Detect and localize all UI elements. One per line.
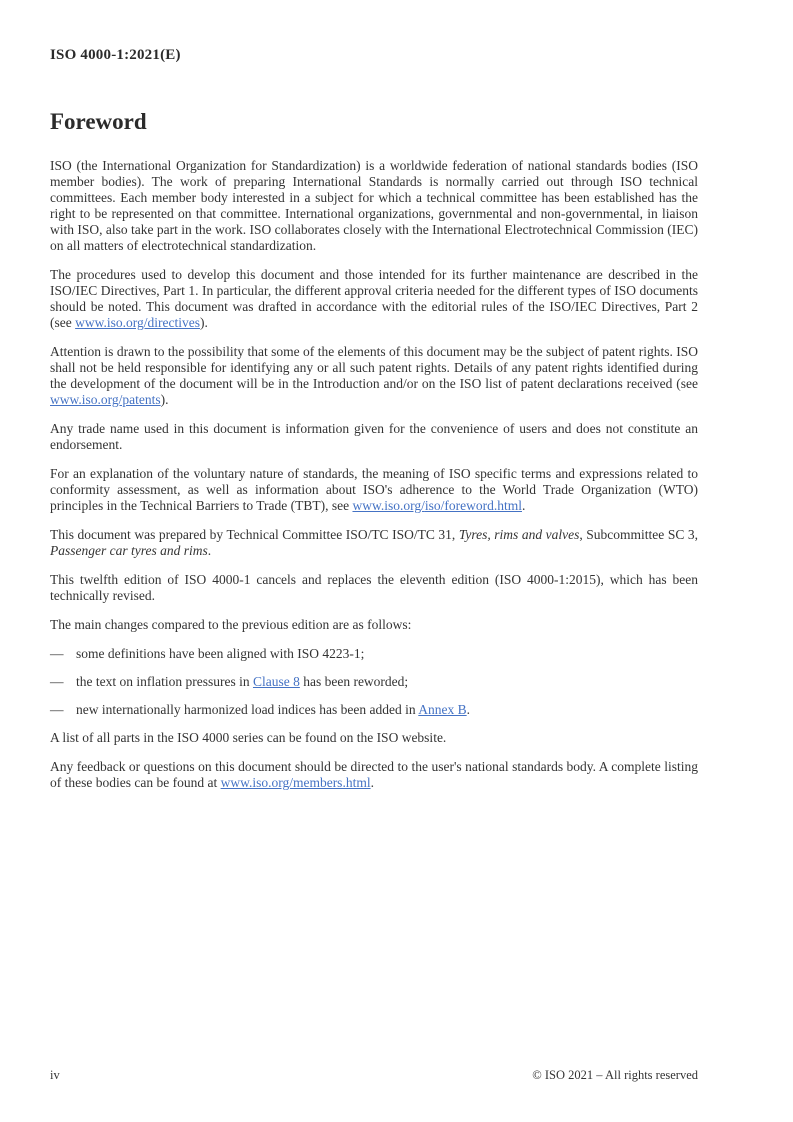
paragraph-text: For an explanation of the voluntary nature of standards, the meaning of ISO specific terms and expressions related to conformity assessment, as well as information about ISO's adherence to the World Trade Organization (WTO) principles in the Technical Barriers to Trade (TBT), see <box>50 466 698 513</box>
em-dash-bullet: — <box>50 646 64 661</box>
link-iso-members[interactable]: www.iso.org/members.html <box>220 775 371 790</box>
link-iso-patents[interactable]: www.iso.org/patents <box>50 392 161 407</box>
subcommittee-title-italic: Passenger car tyres and rims <box>50 543 208 558</box>
paragraph-text: ). <box>199 315 208 330</box>
paragraph-text: Attention is drawn to the possibility that some of the elements of this document may be the subject of patent rights. ISO shall not be held responsible for identifying any or all such patent rights. Details of any patent rights identified during the development of the document will be in the Introduction and/or on the ISO list of patent declarations received (see <box>50 344 698 391</box>
paragraph-technical-committee <box>50 527 698 559</box>
paragraph-wto-foreword <box>50 466 698 514</box>
paragraph-text: . <box>207 543 212 558</box>
paragraph-patent-rights <box>50 344 698 408</box>
paragraph-procedures <box>50 267 698 331</box>
paragraph-edition: This twelfth edition of ISO 4000-1 cancels and replaces the eleventh edition (ISO 4000-1:2015), which has been technically revised. <box>50 572 698 603</box>
list-item <box>50 646 698 662</box>
paragraph-text: The procedures used to develop this document and those intended for its further maintenance are described in the ISO/IEC Directives, Part 1. In particular, the different approval criteria needed for the different types of ISO documents should be noted. This document was drafted in accordance with the editorial rules of the ISO/IEC Directives, Part 2 (see <box>50 267 698 330</box>
committee-title-italic: Tyres, rims and valves <box>458 527 580 542</box>
paragraph-text: . <box>370 775 374 790</box>
changes-list <box>50 646 698 718</box>
paragraph-text: . <box>522 498 526 513</box>
paragraph-text: ). <box>160 392 169 407</box>
list-item <box>50 674 698 690</box>
link-text-part: www.iso.org/ <box>352 498 425 513</box>
page-footer <box>50 1068 698 1083</box>
paragraph-main-changes-intro: The main changes compared to the previous edition are as follows: <box>50 617 412 632</box>
page-number: iv <box>50 1068 60 1082</box>
paragraph-text: This document was prepared by Technical Committee ISO/TC ISO/TC 31, <box>50 527 459 542</box>
paragraph-text: new internationally harmonized load indices has been added in <box>76 702 419 717</box>
link-clause-8[interactable]: Clause 8 <box>252 674 300 689</box>
link-iso-directives[interactable]: www.iso.org/directives <box>75 315 200 330</box>
em-dash-bullet: — <box>50 674 64 689</box>
paragraph-text: . <box>466 702 471 717</box>
em-dash-bullet: — <box>50 702 64 717</box>
list-item-text: some definitions have been aligned with ISO 4223-1; <box>76 646 365 661</box>
link-annex-b[interactable]: Annex B <box>418 702 467 717</box>
document-id: ISO 4000-1:2021(E) <box>50 47 181 63</box>
paragraph-text: the text on inflation pressures in <box>76 674 253 689</box>
link-text-part: iso/foreword.html <box>424 498 522 513</box>
list-item-text <box>76 674 698 690</box>
paragraph-trade-name: Any trade name used in this document is information given for the convenience of users and does not constitute an endorsement. <box>50 421 698 452</box>
paragraph-text: , Subcommittee SC 3, <box>579 527 699 542</box>
page-title: Foreword <box>50 109 147 134</box>
paragraph-feedback <box>50 759 698 791</box>
paragraph-text: has been reworded; <box>299 674 409 689</box>
list-item <box>50 702 698 718</box>
paragraph-iso-federation: ISO (the International Organization for Standardization) is a worldwide federation of national standards bodies (ISO member bodies). The work of preparing International Standards is normally carried out through ISO technical committees. Each member body interested in a subject for which a technical committee has been established has the right to be represented on that committee. International organizations, governmental and non-governmental, in liaison with ISO, also take part in the work. ISO collaborates closely with the International Electrotechnical Commission (IEC) on all matters of electrotechnical standardization. <box>50 158 698 253</box>
paragraph-text: Any feedback or questions on this document should be directed to the user's national standards body. A complete listing of these bodies can be found at <box>50 759 698 790</box>
copyright-notice: © ISO 2021 – All rights reserved <box>532 1068 698 1082</box>
link-iso-foreword[interactable] <box>352 498 522 513</box>
paragraph-series-list: A list of all parts in the ISO 4000 series can be found on the ISO website. <box>50 730 447 745</box>
list-item-text <box>76 702 698 718</box>
